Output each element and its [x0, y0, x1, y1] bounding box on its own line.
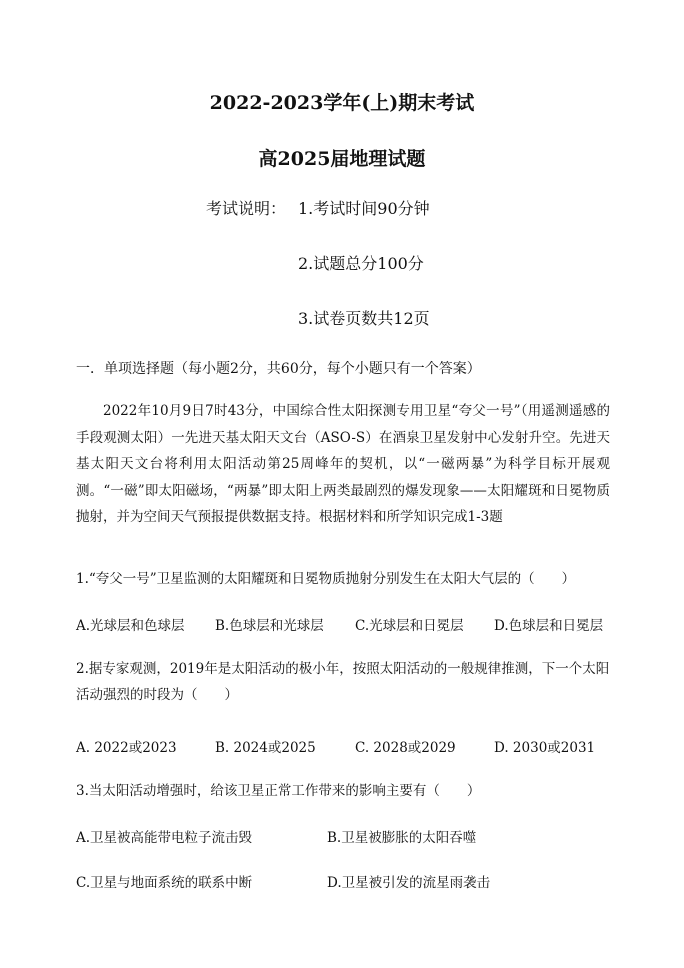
exam-note-score: 2.试题总分100分: [298, 254, 424, 273]
question-1-option-a: A.光球层和色球层: [76, 618, 185, 634]
question-2-option-d: D. 2030或2031: [494, 740, 596, 756]
question-3-option-b: B.卫星被膨胀的太阳吞噬: [327, 830, 477, 846]
exam-note-time: 1.考试时间90分钟: [298, 199, 430, 218]
question-2-stem: 2.据专家观测，2019年是太阳活动的极小年，按照太阳活动的一般规律推测，下一个太阳活动强烈的时段为（ ）: [76, 661, 610, 703]
exam-subtitle: 高2025届地理试题: [258, 148, 426, 170]
question-1-option-b: B.色球层和光球层: [215, 618, 324, 634]
question-1-option-d: D.色球层和日冕层: [494, 618, 604, 634]
question-1-option-c: C.光球层和日冕层: [355, 618, 464, 634]
passage-text: 2022年10月9日7时43分，中国综合性太阳探测专用卫星“夸父一号”（用遥测遥感的手段观测太阳）一先进天基太阳天文台（ASO-S）在酒泉卫星发射中心发射升空。先进天基太阳天文台将利用太阳活动第25周峰年的契机，以“一磁两暴”为科学目标开展观测。“一磁”即太阳磁场，“两暴”即太阳上两类最剧烈的爆发现象——太阳耀斑和日冕物质抛射，并为空间天气预报提供数据支持。根据材料和所学知识完成1-3题: [76, 403, 610, 526]
exam-note-pages: 3.试卷页数共12页: [298, 309, 430, 328]
question-2-option-a: A. 2022或2023: [76, 740, 177, 756]
question-3-stem: 3.当太阳活动增强时，给该卫星正常工作带来的影响主要有（ ）: [76, 783, 481, 799]
exam-title: 2022-2023学年(上)期末考试: [209, 92, 475, 114]
section-heading: 一．单项选择题（每小题2分，共60分，每个小题只有一个答案）: [76, 361, 481, 377]
question-2-option-c: C. 2028或2029: [355, 740, 456, 756]
question-2-option-b: B. 2024或2025: [215, 740, 316, 756]
reading-passage: [76, 398, 610, 531]
question-3-option-d: D.卫星被引发的流星雨袭击: [327, 875, 491, 891]
question-3-option-a: A.卫星被高能带电粒子流击毁: [76, 830, 253, 846]
question-3-option-c: C.卫星与地面系统的联系中断: [76, 875, 253, 891]
exam-notes-label: 考试说明：: [206, 199, 287, 218]
question-1-stem: 1.“夸父一号”卫星监测的太阳耀斑和日冕物质抛射分别发生在太阳大气层的（ ）: [76, 571, 576, 587]
